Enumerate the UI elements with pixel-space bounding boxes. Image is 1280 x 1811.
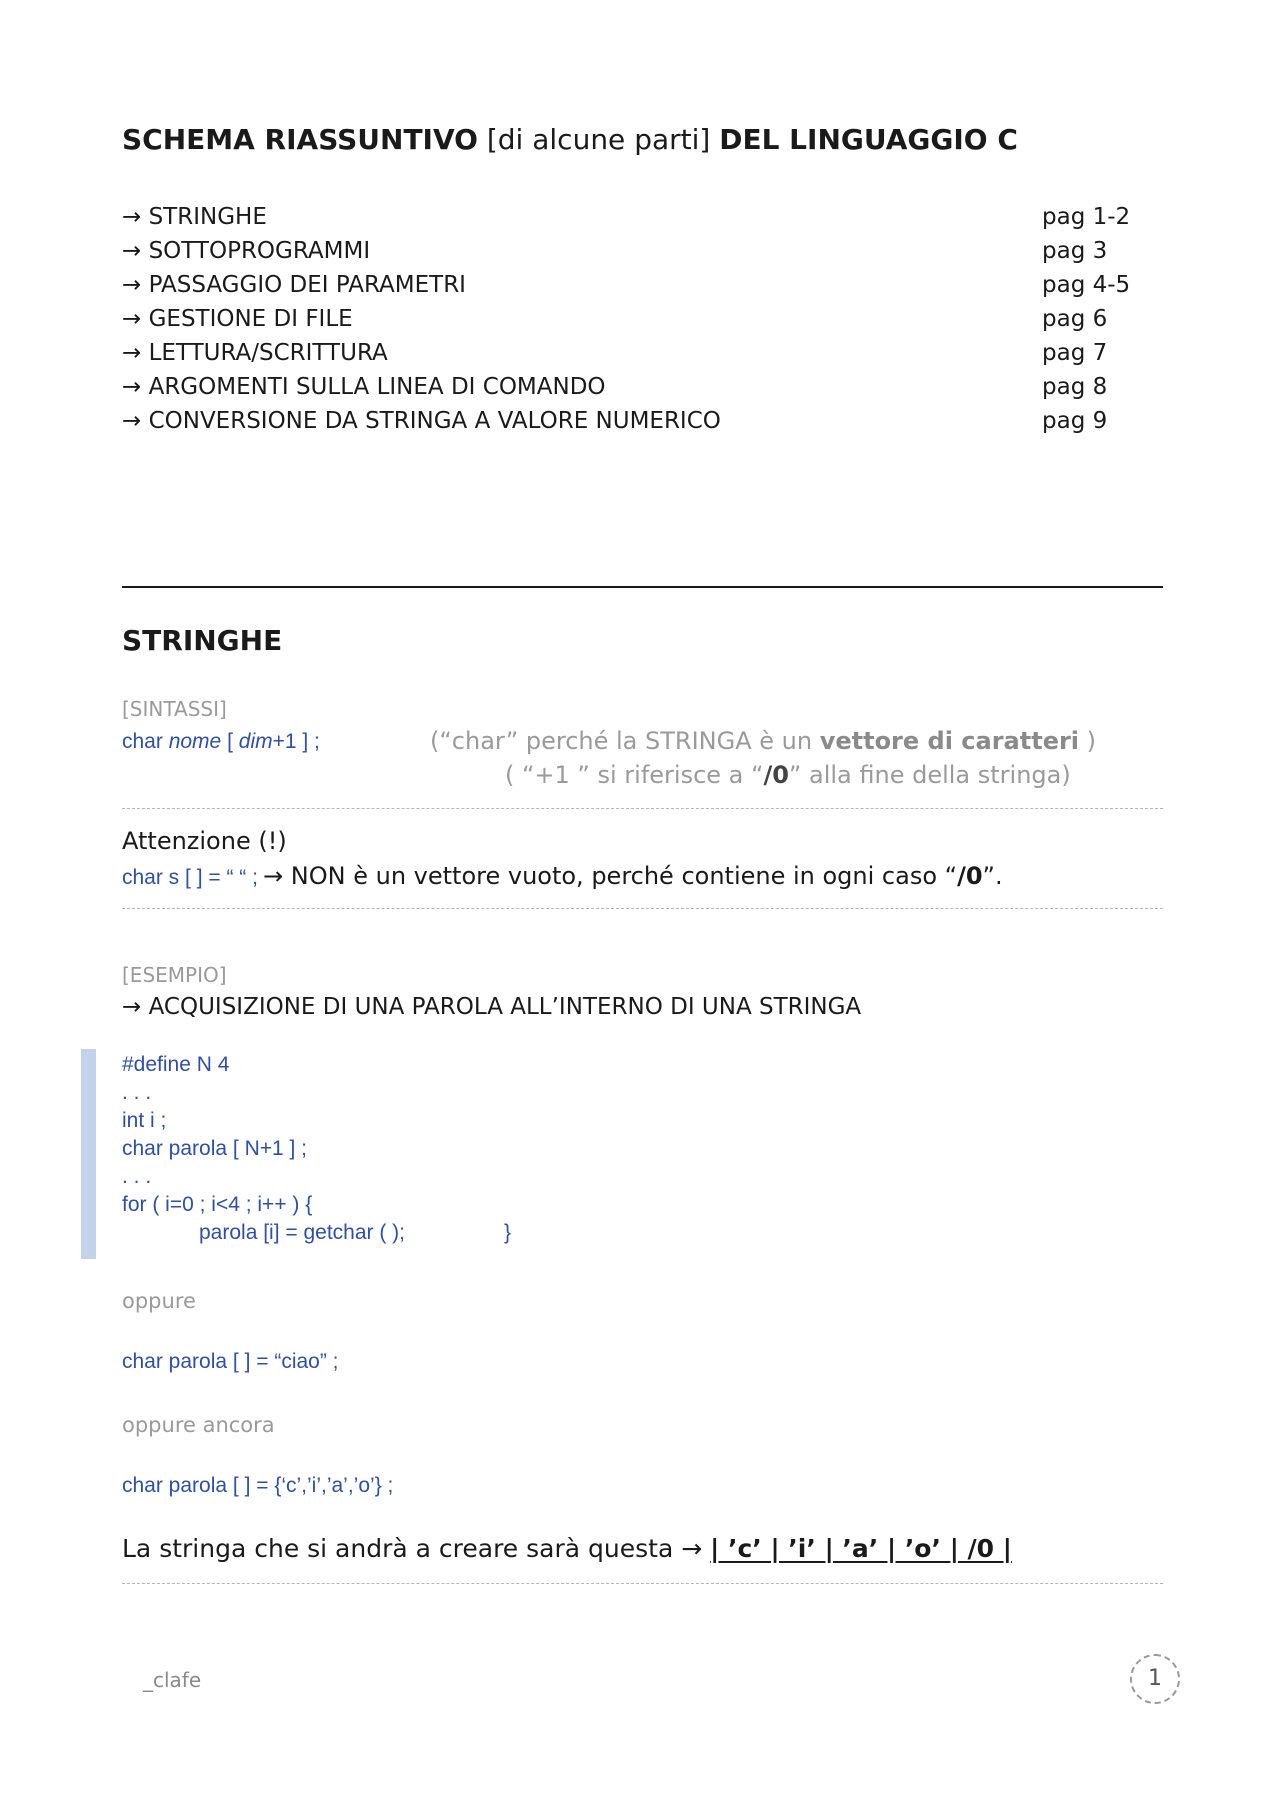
syntax-keyword: char — [122, 730, 163, 753]
title-part-2: [di alcune parti] — [486, 123, 711, 156]
table-of-contents — [122, 200, 1152, 438]
toc-item — [122, 234, 1152, 268]
note1-bold: vettore di caratteri — [819, 727, 1080, 755]
alternative-label: oppure — [122, 1289, 196, 1313]
toc-item-label: → CONVERSIONE DA STRINGA A VALORE NUMERICO — [122, 408, 721, 434]
toc-item — [122, 336, 1152, 370]
note2-text: ( “+1 ” si riferisce a “ — [505, 761, 764, 789]
section-title: STRINGHE — [122, 624, 283, 657]
code-line: #define N 4 — [122, 1053, 230, 1076]
attention-line — [122, 862, 1003, 890]
toc-item-label: → GESTIONE DI FILE — [122, 306, 353, 332]
alternative-code-1: char parola [ ] = “ciao” ; — [122, 1350, 339, 1373]
syntax-name: nome — [168, 730, 222, 753]
code-body: parola [i] = getchar ( ); — [199, 1221, 406, 1244]
attention-heading: Attenzione (!) — [122, 827, 287, 855]
code-line — [122, 1219, 512, 1247]
note2-bold: /0 — [763, 761, 789, 789]
alternative-code-2: char parola [ ] = {‘c’,’i’,’a’,’o’} ; — [122, 1474, 394, 1497]
code-line: . . . — [122, 1165, 152, 1188]
page-number-badge: 1 — [1130, 1654, 1180, 1704]
toc-item-page: pag 3 — [1042, 238, 1108, 264]
result-text: La stringa che si andrà a creare sarà questa → — [122, 1534, 703, 1563]
note1-text: (“char” perché la STRINGA è un — [430, 727, 813, 755]
toc-item-label: → STRINGHE — [122, 204, 267, 230]
page-title — [122, 123, 1018, 156]
attention-text-end: ”. — [982, 862, 1003, 890]
note1-end: ) — [1086, 727, 1097, 755]
result-line — [122, 1534, 1012, 1563]
code-close-brace: } — [504, 1221, 512, 1244]
toc-item — [122, 200, 1152, 234]
syntax-dim: dim — [238, 730, 273, 753]
toc-item — [122, 268, 1152, 302]
toc-item — [122, 404, 1152, 438]
code-line: . . . — [122, 1081, 152, 1104]
example-heading: → ACQUISIZIONE DI UNA PAROLA ALL’INTERNO DI UNA STRINGA — [122, 994, 862, 1020]
syntax-note-1 — [430, 727, 1096, 755]
toc-item-label: → PASSAGGIO DEI PARAMETRI — [122, 272, 466, 298]
syntax-open-bracket: [ — [227, 730, 233, 753]
dashed-divider — [122, 808, 1163, 809]
toc-item-page: pag 7 — [1042, 340, 1108, 366]
toc-item-page: pag 8 — [1042, 374, 1108, 400]
toc-item-page: pag 6 — [1042, 306, 1108, 332]
code-line: for ( i=0 ; i<4 ; i++ ) { — [122, 1193, 313, 1216]
toc-item-label: → LETTURA/SCRITTURA — [122, 340, 388, 366]
toc-item — [122, 370, 1152, 404]
attention-text-bold: /0 — [957, 862, 983, 890]
dashed-divider — [122, 1583, 1163, 1584]
syntax-note-2 — [505, 761, 1071, 789]
title-part-1: SCHEMA RIASSUNTIVO — [122, 123, 478, 156]
code-block-accent-bar — [81, 1049, 96, 1259]
syntax-rest: +1 ] ; — [272, 730, 320, 753]
syntax-code — [122, 730, 320, 754]
attention-text — [263, 862, 1003, 890]
syntax-tag: [SINTASSI] — [122, 697, 227, 721]
section-divider — [122, 586, 1163, 588]
attention-code: char s [ ] = “ “ ; — [122, 866, 258, 889]
toc-item — [122, 302, 1152, 336]
alternative-label-2: oppure ancora — [122, 1413, 275, 1437]
code-line: char parola [ N+1 ] ; — [122, 1137, 308, 1160]
toc-item-label: → ARGOMENTI SULLA LINEA DI COMANDO — [122, 374, 606, 400]
footer-author: _clafe — [143, 1668, 202, 1692]
title-part-3: DEL LINGUAGGIO C — [719, 123, 1018, 156]
attention-text-main: → NON è un vettore vuoto, perché contiene in ogni caso “ — [263, 862, 958, 890]
result-cells: | ’c’ | ’i’ | ’a’ | ’o’ | /0 | — [710, 1534, 1012, 1563]
toc-item-label: → SOTTOPROGRAMMI — [122, 238, 371, 264]
toc-item-page: pag 1-2 — [1042, 204, 1131, 230]
example-tag: [ESEMPIO] — [122, 963, 227, 987]
toc-item-page: pag 9 — [1042, 408, 1108, 434]
code-block — [122, 1051, 512, 1247]
toc-item-page: pag 4-5 — [1042, 272, 1131, 298]
note2-end: ” alla fine della stringa) — [788, 761, 1071, 789]
code-line: int i ; — [122, 1109, 167, 1132]
dashed-divider — [122, 908, 1163, 909]
